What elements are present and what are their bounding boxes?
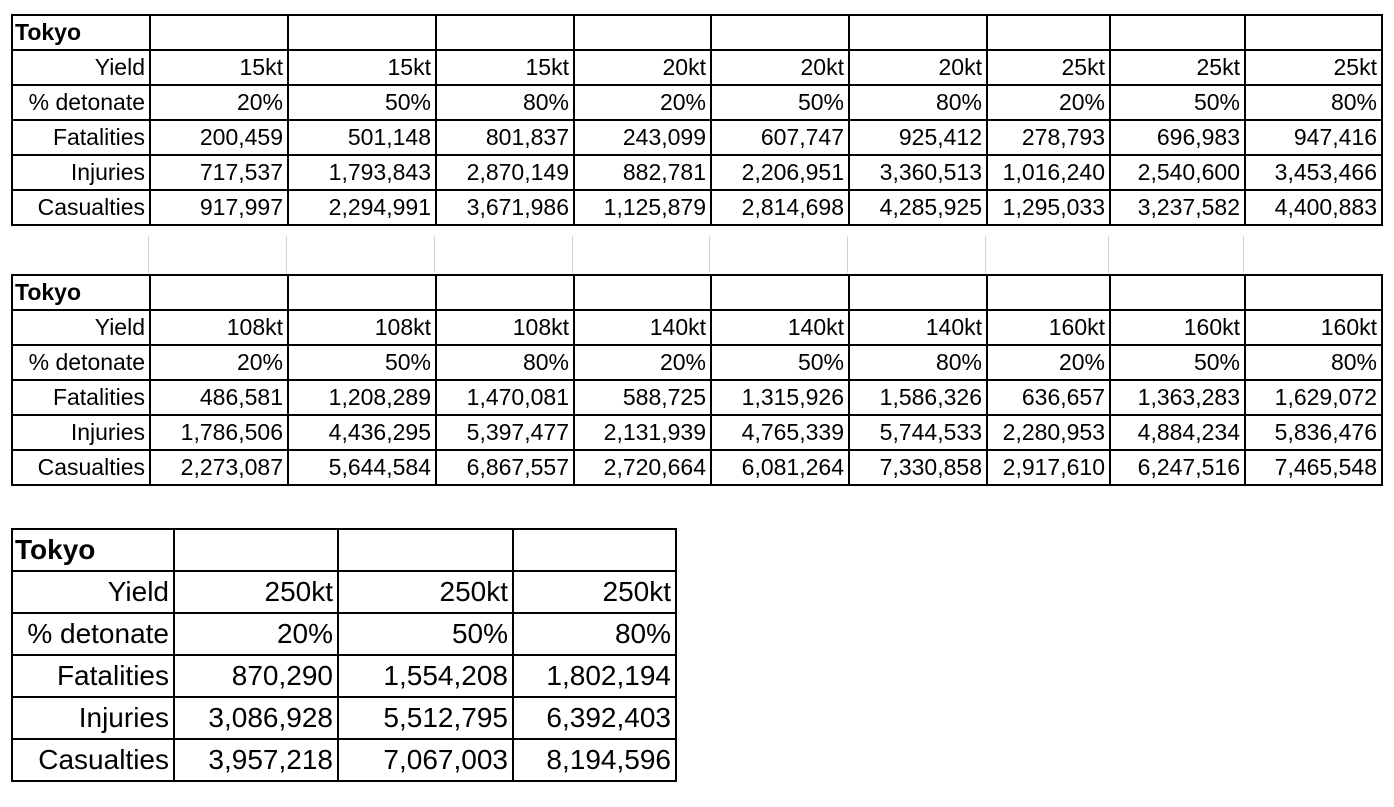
table-cell: 20% <box>574 85 711 120</box>
table-cell: 20kt <box>711 50 849 85</box>
table-cell: 80% <box>849 85 987 120</box>
table-row-casualties <box>12 739 676 781</box>
table-cell: 6,867,557 <box>436 450 574 485</box>
table-cell: 20% <box>987 345 1110 380</box>
table-cell: 50% <box>288 345 436 380</box>
table-cell: 25kt <box>987 50 1110 85</box>
row-label: Casualties <box>12 190 150 225</box>
table-row-fatalities <box>12 655 676 697</box>
table-cell: 2,870,149 <box>436 155 574 190</box>
table-row-detonate <box>12 613 676 655</box>
table-title: Tokyo <box>12 15 150 50</box>
table-row-injuries <box>12 415 1382 450</box>
table-cell: 20kt <box>574 50 711 85</box>
table-cell: 1,786,506 <box>150 415 288 450</box>
table-cell: 50% <box>1110 345 1245 380</box>
table-cell: 7,330,858 <box>849 450 987 485</box>
table-cell: 20% <box>150 85 288 120</box>
table-cell: 3,360,513 <box>849 155 987 190</box>
table-cell: 4,436,295 <box>288 415 436 450</box>
table-cell: 501,148 <box>288 120 436 155</box>
table-cell: 2,814,698 <box>711 190 849 225</box>
table-cell: 25kt <box>1245 50 1382 85</box>
table-cell: 717,537 <box>150 155 288 190</box>
table-cell: 1,554,208 <box>338 655 513 697</box>
table-cell: 3,086,928 <box>174 697 338 739</box>
table-cell: 140kt <box>849 310 987 345</box>
table-cell: 4,765,339 <box>711 415 849 450</box>
table-row-casualties <box>12 450 1382 485</box>
row-label: Casualties <box>12 450 150 485</box>
row-label: Fatalities <box>12 380 150 415</box>
table-cell: 15kt <box>288 50 436 85</box>
table-cell: 5,397,477 <box>436 415 574 450</box>
table-row-casualties <box>12 190 1382 225</box>
row-label: Injuries <box>12 415 150 450</box>
table-cell: 588,725 <box>574 380 711 415</box>
yield-table-high <box>11 274 1383 486</box>
table-cell: 250kt <box>513 571 676 613</box>
table-cell: 140kt <box>574 310 711 345</box>
table-cell: 140kt <box>711 310 849 345</box>
table-cell: 486,581 <box>150 380 288 415</box>
table-cell: 2,294,991 <box>288 190 436 225</box>
table-cell: 200,459 <box>150 120 288 155</box>
table-cell: 1,016,240 <box>987 155 1110 190</box>
table-cell: 801,837 <box>436 120 574 155</box>
table-cell: 80% <box>1245 85 1382 120</box>
table-cell: 160kt <box>1110 310 1245 345</box>
table-cell: 50% <box>711 85 849 120</box>
table-cell: 1,470,081 <box>436 380 574 415</box>
table-cell: 1,315,926 <box>711 380 849 415</box>
table-cell: 5,836,476 <box>1245 415 1382 450</box>
table-cell: 160kt <box>987 310 1110 345</box>
table-cell: 6,247,516 <box>1110 450 1245 485</box>
table-cell: 108kt <box>288 310 436 345</box>
table-cell: 1,586,326 <box>849 380 987 415</box>
table-row-yield <box>12 571 676 613</box>
table-cell: 2,720,664 <box>574 450 711 485</box>
table-cell: 7,465,548 <box>1245 450 1382 485</box>
table-cell: 1,793,843 <box>288 155 436 190</box>
table-cell: 243,099 <box>574 120 711 155</box>
row-label: Injuries <box>12 697 174 739</box>
table-cell: 636,657 <box>987 380 1110 415</box>
table-cell: 50% <box>338 613 513 655</box>
table-cell: 1,629,072 <box>1245 380 1382 415</box>
table-cell: 925,412 <box>849 120 987 155</box>
table-cell: 80% <box>849 345 987 380</box>
table-cell: 870,290 <box>174 655 338 697</box>
table-cell: 4,285,925 <box>849 190 987 225</box>
table-cell: 2,917,610 <box>987 450 1110 485</box>
table-cell: 20% <box>174 613 338 655</box>
table-cell: 696,983 <box>1110 120 1245 155</box>
table-cell: 882,781 <box>574 155 711 190</box>
title-row <box>12 275 1382 310</box>
table-row-injuries <box>12 155 1382 190</box>
table-cell: 4,400,883 <box>1245 190 1382 225</box>
table-cell: 2,206,951 <box>711 155 849 190</box>
table-cell: 2,131,939 <box>574 415 711 450</box>
yield-table-250kt <box>11 528 677 782</box>
table-cell: 160kt <box>1245 310 1382 345</box>
yield-table-low <box>11 14 1383 226</box>
table-cell: 1,802,194 <box>513 655 676 697</box>
row-label: Injuries <box>12 155 150 190</box>
table-cell: 5,512,795 <box>338 697 513 739</box>
table-row-detonate <box>12 85 1382 120</box>
table-cell: 1,208,289 <box>288 380 436 415</box>
table-row-yield <box>12 50 1382 85</box>
table-cell: 250kt <box>338 571 513 613</box>
table-row-injuries <box>12 697 676 739</box>
table-cell: 2,540,600 <box>1110 155 1245 190</box>
table-cell: 5,644,584 <box>288 450 436 485</box>
table-cell: 5,744,533 <box>849 415 987 450</box>
table-cell: 278,793 <box>987 120 1110 155</box>
table-cell: 917,997 <box>150 190 288 225</box>
table-cell: 1,295,033 <box>987 190 1110 225</box>
table-cell: 3,957,218 <box>174 739 338 781</box>
table-cell: 6,081,264 <box>711 450 849 485</box>
table-cell: 80% <box>513 613 676 655</box>
table-cell: 2,273,087 <box>150 450 288 485</box>
table-cell: 947,416 <box>1245 120 1382 155</box>
table-cell: 108kt <box>150 310 288 345</box>
table-cell: 25kt <box>1110 50 1245 85</box>
table-cell: 3,671,986 <box>436 190 574 225</box>
table-cell: 607,747 <box>711 120 849 155</box>
title-row <box>12 15 1382 50</box>
row-label: % detonate <box>12 85 150 120</box>
row-label: Yield <box>12 50 150 85</box>
table-cell: 108kt <box>436 310 574 345</box>
table-cell: 7,067,003 <box>338 739 513 781</box>
row-label: Fatalities <box>12 655 174 697</box>
table-title: Tokyo <box>12 529 174 571</box>
table-cell: 20% <box>574 345 711 380</box>
row-label: Fatalities <box>12 120 150 155</box>
table-cell: 2,280,953 <box>987 415 1110 450</box>
table-row-fatalities <box>12 120 1382 155</box>
row-label: Yield <box>12 571 174 613</box>
table-row-fatalities <box>12 380 1382 415</box>
table-cell: 3,453,466 <box>1245 155 1382 190</box>
table-cell: 1,125,879 <box>574 190 711 225</box>
row-label: % detonate <box>12 345 150 380</box>
table-cell: 20kt <box>849 50 987 85</box>
table-cell: 6,392,403 <box>513 697 676 739</box>
table-cell: 15kt <box>150 50 288 85</box>
table-cell: 80% <box>436 85 574 120</box>
title-row <box>12 529 676 571</box>
row-label: Casualties <box>12 739 174 781</box>
table-row-yield <box>12 310 1382 345</box>
row-label: Yield <box>12 310 150 345</box>
table-cell: 20% <box>987 85 1110 120</box>
table-cell: 15kt <box>436 50 574 85</box>
table-cell: 250kt <box>174 571 338 613</box>
table-cell: 50% <box>711 345 849 380</box>
table-cell: 1,363,283 <box>1110 380 1245 415</box>
table-cell: 80% <box>1245 345 1382 380</box>
table-cell: 80% <box>436 345 574 380</box>
row-label: % detonate <box>12 613 174 655</box>
table-row-detonate <box>12 345 1382 380</box>
table-cell: 50% <box>1110 85 1245 120</box>
spreadsheet-gap-row <box>11 236 1380 273</box>
table-cell: 20% <box>150 345 288 380</box>
table-cell: 8,194,596 <box>513 739 676 781</box>
table-cell: 50% <box>288 85 436 120</box>
table-cell: 4,884,234 <box>1110 415 1245 450</box>
table-title: Tokyo <box>12 275 150 310</box>
table-cell: 3,237,582 <box>1110 190 1245 225</box>
